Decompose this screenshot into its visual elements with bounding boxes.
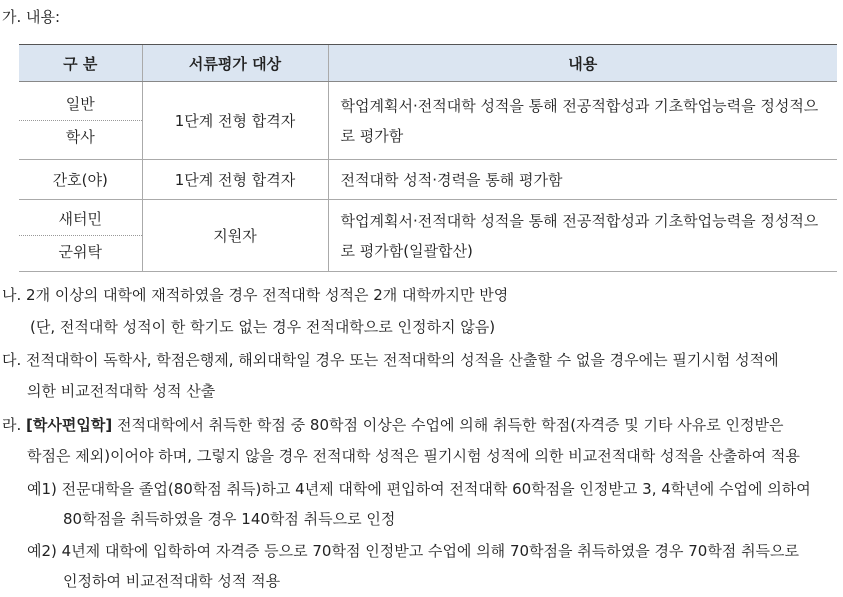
- target-cell: 1단계 전형 합격자: [142, 160, 328, 200]
- target-cell: 지원자: [142, 200, 328, 272]
- content-cell: 학업계획서·전적대학 성적을 통해 전공적합성과 기초학업능력을 정성적으로 평가함: [328, 82, 837, 160]
- section-heading: 가. 내용:: [2, 8, 61, 26]
- category-cell: [19, 82, 142, 160]
- category-military: 군위탁: [58, 243, 102, 261]
- evaluation-table: [19, 44, 837, 272]
- note-na-sub: (단, 전적대학 성적이 한 학기도 없는 경우 전적대학으로 인정하지 않음): [30, 318, 496, 336]
- category-bachelor: 학사: [65, 128, 95, 146]
- header-content: 내용: [328, 45, 837, 82]
- category-nursing: 간호(야): [19, 160, 142, 200]
- content-cell: 학업계획서·전적대학 성적을 통해 전공적합성과 기초학업능력을 정성적으로 평가함(일괄합산): [328, 200, 837, 272]
- category-general: 일반: [19, 88, 142, 121]
- note-da-line1: 다. 전적대학이 독학사, 학점은행제, 해외대학일 경우 또는 전적대학의 성적을 산출할 수 없을 경우에는 필기시험 성적에: [2, 351, 779, 369]
- target-cell: 1단계 전형 합격자: [142, 82, 328, 160]
- header-target: 서류평가 대상: [142, 45, 328, 82]
- note-ra-text: 전적대학에서 취득한 학점 중 80학점 이상은 수업에 의해 취득한 학점(자격증 및 기타 사유로 인정받은: [112, 416, 784, 434]
- category-defector: 새터민: [19, 203, 142, 236]
- note-ra-line2: 학점은 제외)이어야 하며, 그렇지 않을 경우 전적대학 성적은 필기시험 성적에 의한 비교전적대학 성적을 산출하여 적용: [27, 447, 800, 465]
- content-cell: 전적대학 성적·경력을 통해 평가함: [328, 160, 837, 200]
- table-row: [19, 160, 837, 200]
- table-row: [19, 82, 837, 160]
- example-2-line2: 인정하여 비교전적대학 성적 적용: [63, 572, 281, 590]
- example-1-line1: 예1) 전문대학을 졸업(80학점 취득)하고 4년제 대학에 편입하여 전적대학 60학점을 인정받고 3, 4학년에 수업에 의하여: [27, 480, 811, 498]
- category-cell: [19, 200, 142, 272]
- note-da-line2: 의한 비교전적대학 성적 산출: [27, 382, 216, 400]
- note-ra-line1: [2, 414, 784, 435]
- example-1-line2: 80학점을 취득하였을 경우 140학점 취득으로 인정: [63, 510, 396, 528]
- note-ra-bold: [학사편입학]: [26, 416, 113, 434]
- note-ra-prefix: 라.: [2, 416, 27, 434]
- note-na: 나. 2개 이상의 대학에 재적하였을 경우 전적대학 성적은 2개 대학까지만 반영: [2, 286, 509, 304]
- header-category: 구 분: [19, 45, 142, 82]
- example-2-line1: 예2) 4년제 대학에 입학하여 자격증 등으로 70학점 인정받고 수업에 의해 70학점을 취득하였을 경우 70학점 취득으로: [27, 542, 800, 560]
- table-row: [19, 200, 837, 272]
- table-header-row: [19, 45, 837, 82]
